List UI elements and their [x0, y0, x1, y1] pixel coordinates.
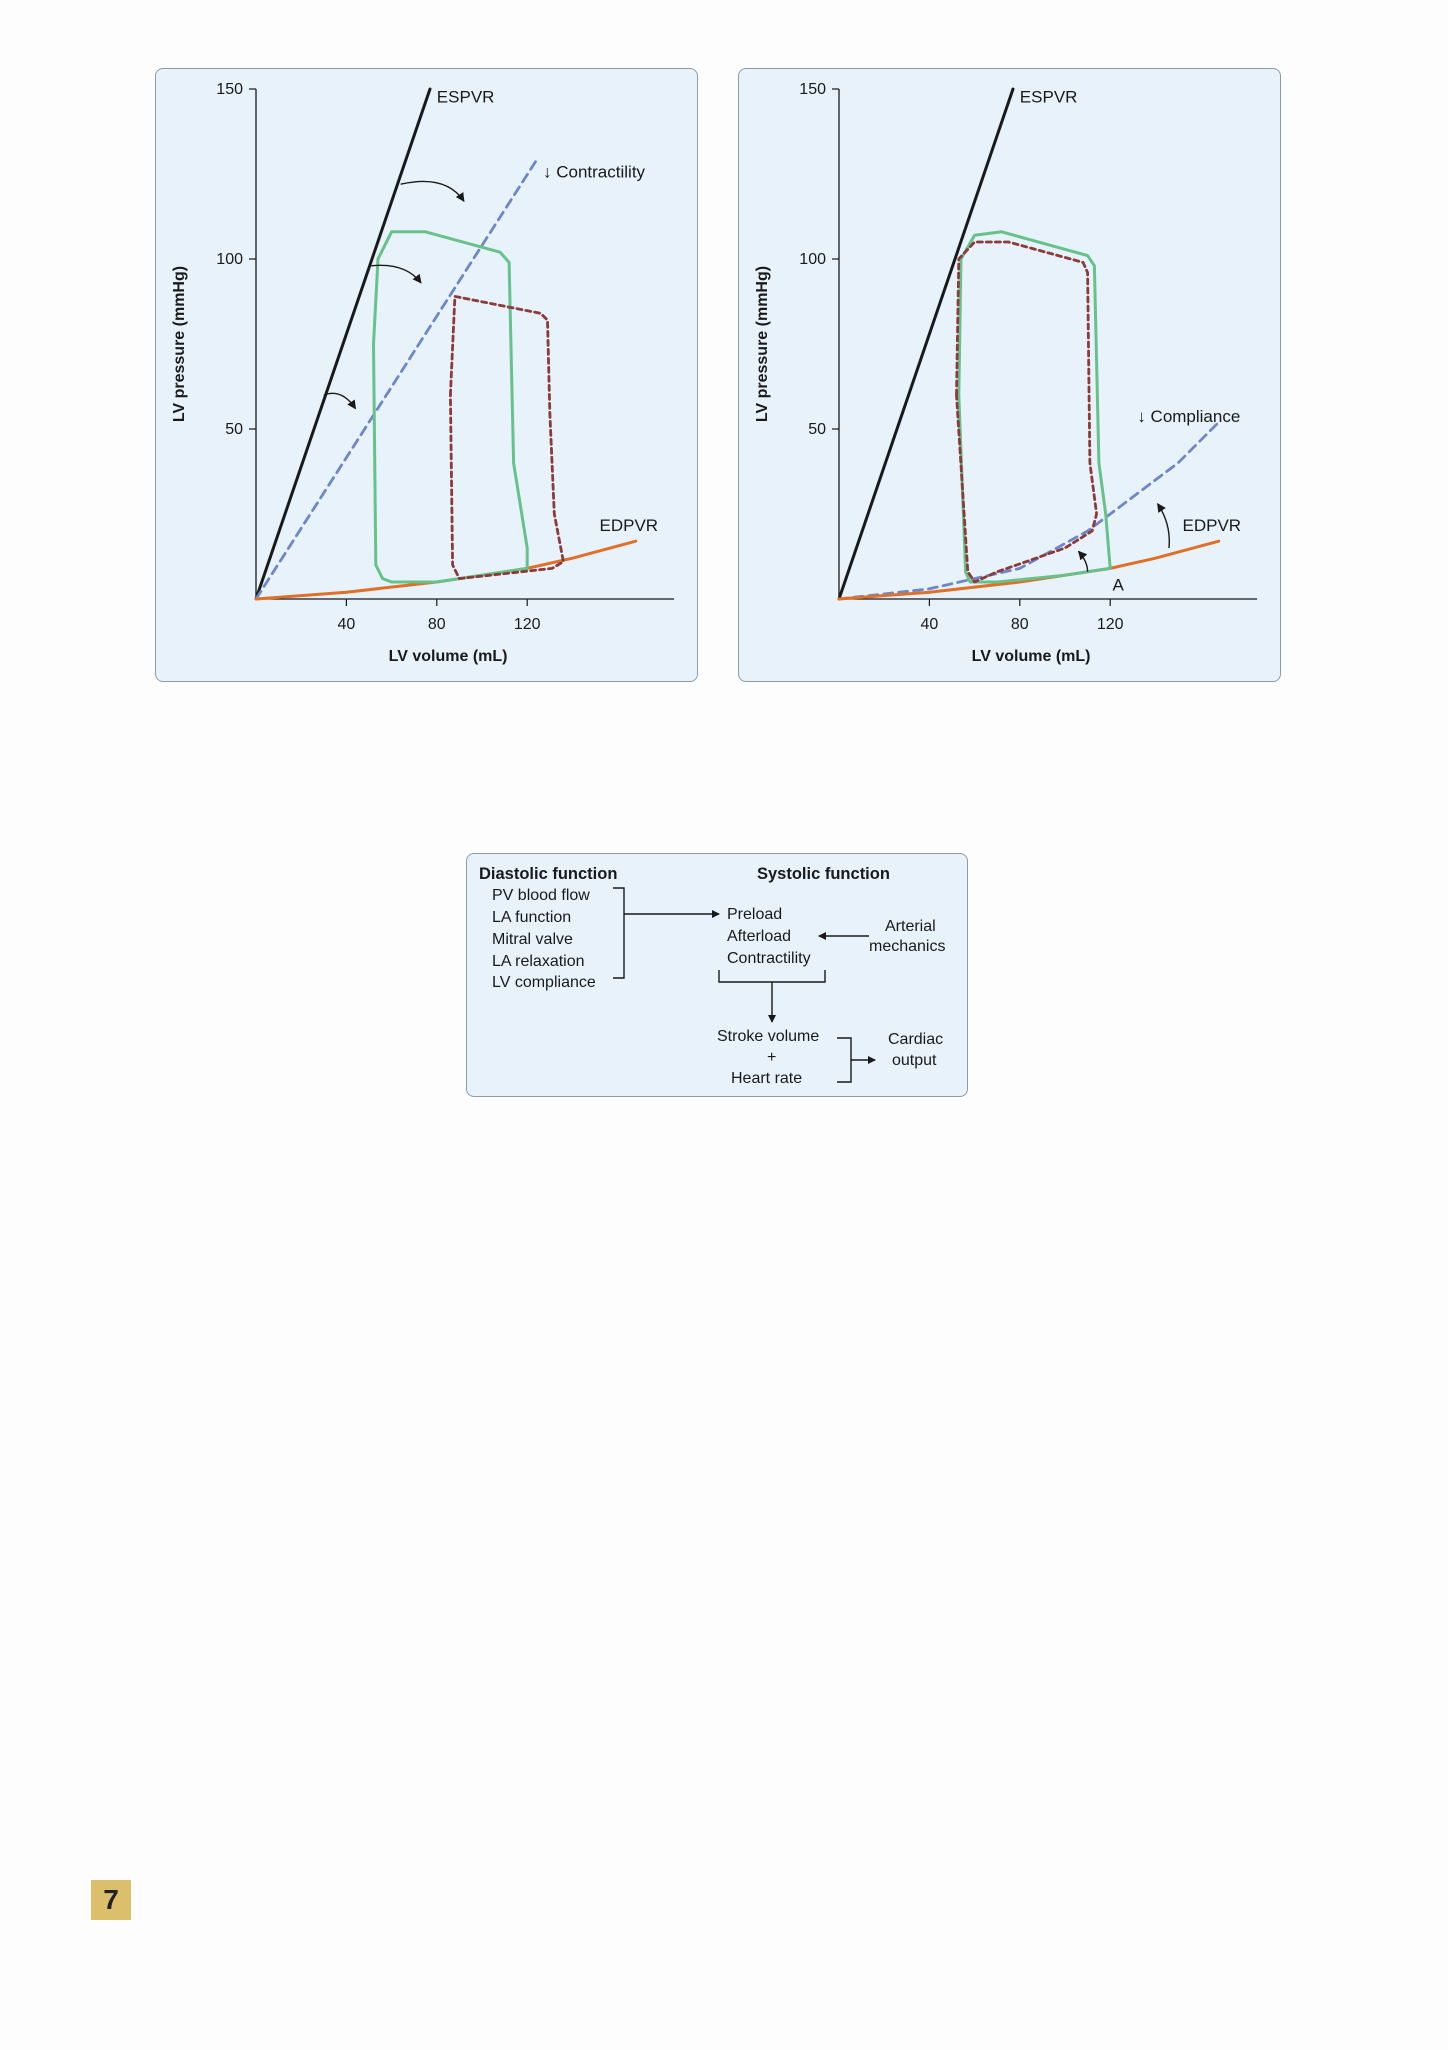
y-tick-label: 50 [808, 421, 826, 438]
x-tick-label: 80 [1010, 616, 1029, 633]
diastolic-item: PV blood flow [492, 887, 590, 904]
edpvr-label: EDPVR [599, 516, 659, 535]
systolic-function-heading: Systolic function [757, 865, 890, 883]
diastolic-item: LA function [492, 909, 572, 926]
output-label: output [892, 1052, 937, 1069]
pv-loop-contractility-figure [155, 68, 698, 682]
pv-loop-compliance-figure [738, 68, 1281, 682]
compliance-label: ↓ Compliance [1137, 407, 1241, 427]
point-a-label: A [1112, 575, 1124, 595]
x-tick-label: 40 [920, 616, 939, 633]
systolic-item: Contractility [727, 950, 811, 967]
mechanics-label: mechanics [869, 938, 946, 955]
heart-rate-label: Heart rate [731, 1070, 803, 1087]
systolic-bracket [719, 970, 825, 982]
diastolic-function-heading: Diastolic function [479, 865, 618, 883]
shift-arrow [1158, 504, 1170, 548]
contractility-label: ↓ Contractility [543, 162, 646, 182]
series-line-edpvr [256, 541, 636, 599]
diastolic-item: LV compliance [492, 974, 596, 991]
espvr-label: ESPVR [1019, 87, 1078, 107]
pv-loop-contractility-chart [156, 69, 697, 681]
systolic-item: Afterload [727, 928, 792, 945]
x-tick-label: 80 [427, 616, 446, 633]
edpvr-label: EDPVR [1182, 516, 1242, 535]
diastolic-bracket [613, 888, 624, 978]
y-axis-title: LV pressure (mmHg) [171, 265, 188, 423]
y-tick-label: 100 [216, 251, 243, 268]
x-tick-label: 120 [1096, 616, 1124, 633]
series-line-loop-4 [957, 242, 1097, 582]
series-line-loop-4 [450, 296, 563, 578]
page-number: 7 [91, 1880, 131, 1920]
series-line-espvr [256, 89, 430, 599]
diastolic-item: LA relaxation [492, 953, 585, 970]
shift-arrow [401, 181, 464, 201]
y-axis-title: LV pressure (mmHg) [754, 265, 771, 423]
shift-arrow [1079, 551, 1088, 571]
espvr-label: ESPVR [436, 87, 495, 107]
arterial-label: Arterial [885, 918, 936, 935]
series-line-contractility [256, 157, 539, 599]
series-line-loop-3 [374, 232, 528, 582]
cardiac-output-diagram [466, 853, 968, 1097]
y-tick-label: 150 [216, 81, 243, 98]
y-tick-label: 150 [799, 81, 826, 98]
pv-loop-compliance-chart [739, 69, 1280, 681]
y-tick-label: 100 [799, 251, 826, 268]
diastolic-item: Mitral valve [492, 931, 573, 948]
y-tick-label: 50 [225, 421, 243, 438]
series-line-edpvr [839, 541, 1219, 599]
output-bracket [837, 1038, 851, 1082]
x-tick-label: 40 [337, 616, 356, 633]
stroke-volume-label: Stroke volume [717, 1028, 820, 1045]
series-line-espvr [839, 89, 1013, 599]
x-axis-title: LV volume (mL) [971, 648, 1091, 665]
x-tick-label: 120 [513, 616, 541, 633]
systolic-item: Preload [727, 906, 783, 923]
cardiac-label: Cardiac [888, 1031, 944, 1048]
shift-arrow [324, 393, 356, 408]
plus-sign: + [767, 1049, 777, 1066]
x-axis-title: LV volume (mL) [388, 648, 508, 665]
